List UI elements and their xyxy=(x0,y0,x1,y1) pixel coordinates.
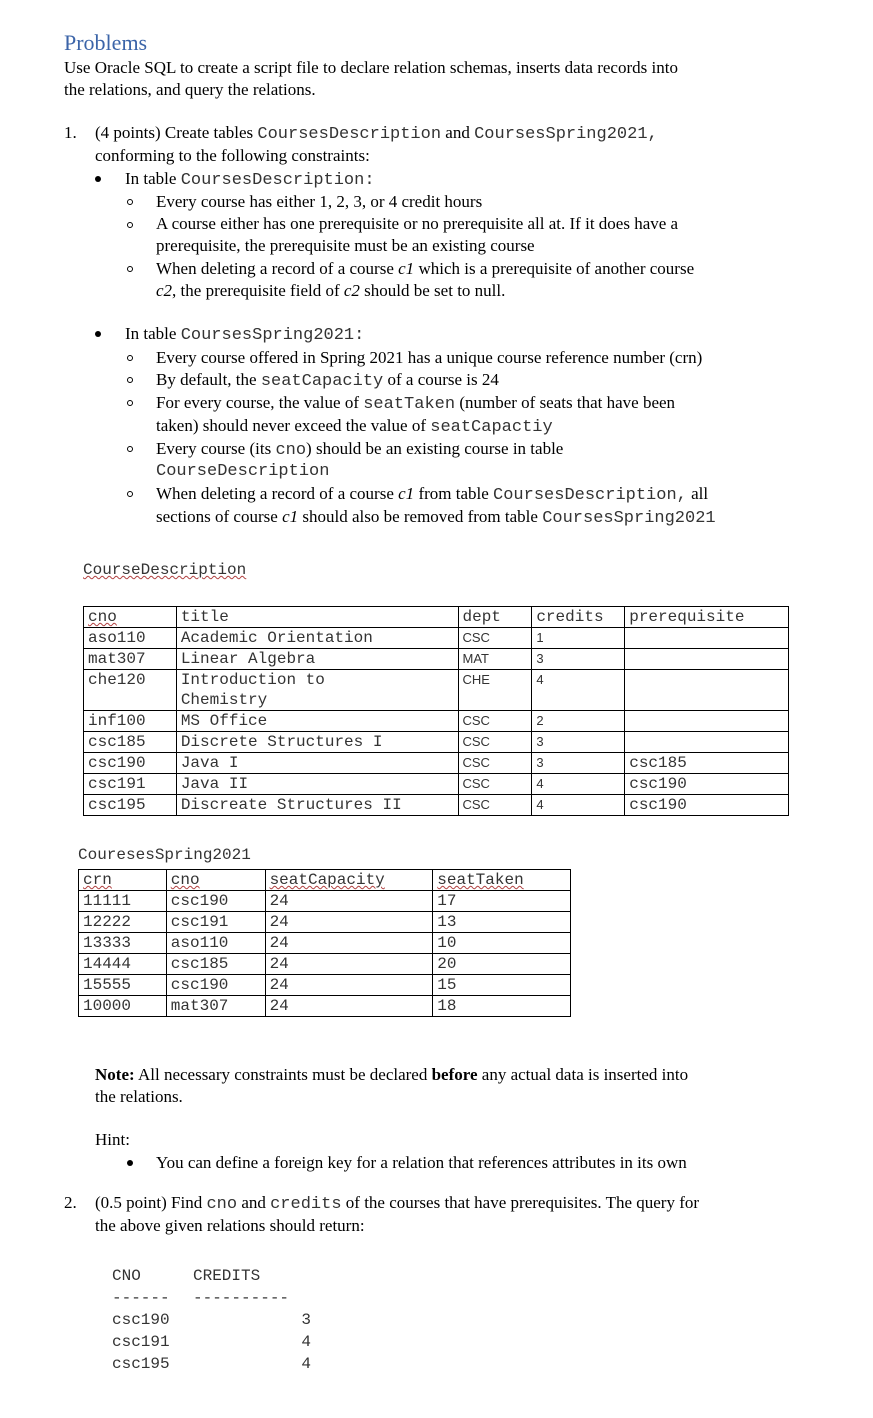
cell-seatcapacity: 24 xyxy=(265,996,433,1017)
q2-and: and xyxy=(241,1193,266,1212)
q1-number: 1. xyxy=(64,123,77,142)
q2-line-1 xyxy=(95,1193,699,1214)
q2-number: 2. xyxy=(64,1193,77,1212)
cell-cno: csc190 xyxy=(84,753,177,774)
b2-item-5-code: CoursesDescription, xyxy=(493,486,687,505)
table-row xyxy=(79,891,571,912)
result-cno: csc191 xyxy=(112,1333,170,1351)
q1-line-1 xyxy=(95,123,658,144)
cell-credits: 4 xyxy=(532,774,625,795)
cell-credits: 3 xyxy=(532,753,625,774)
col-header-crn: crn xyxy=(83,871,112,889)
table-header-row xyxy=(79,870,571,891)
b2-item-5-c1: c1 xyxy=(398,484,415,503)
cell-credits: 1 xyxy=(532,628,625,649)
b2-item-5-pre: When deleting a record of a course xyxy=(156,484,394,503)
bullet-icon xyxy=(95,331,101,337)
note-bold: before xyxy=(431,1065,478,1084)
circle-bullet-icon xyxy=(127,446,133,452)
spring-table xyxy=(78,869,571,1017)
b1-item-2: A course either has one prerequisite or no prerequisite all at. If it does have a xyxy=(156,214,679,233)
b2-item-4 xyxy=(156,439,563,460)
b2-item-2 xyxy=(156,370,499,391)
cell-dept: CSC xyxy=(458,753,532,774)
result-sep-2: ---------- xyxy=(193,1289,290,1307)
circle-bullet-icon xyxy=(127,377,133,383)
cell-credits: 4 xyxy=(532,670,625,711)
cell-prerequisite: csc190 xyxy=(625,774,789,795)
result-col-credits: CREDITS xyxy=(193,1267,261,1285)
cell-crn: 13333 xyxy=(79,933,167,954)
cell-cno: csc185 xyxy=(166,954,265,975)
note-text-2: any actual data is inserted into xyxy=(481,1065,689,1084)
b2-item-3-line2-code: seatCapactiy xyxy=(430,418,553,437)
b2-item-5-line-2 xyxy=(156,507,716,528)
bullet1-text xyxy=(125,169,375,190)
cell-cno: csc185 xyxy=(84,732,177,753)
b2-item-3 xyxy=(156,393,675,414)
note-line-2: the relations. xyxy=(95,1087,183,1106)
cell-dept: CSC xyxy=(458,795,532,816)
cell-crn: 14444 xyxy=(79,954,167,975)
bullet2-prefix: In table xyxy=(125,324,177,343)
table-row xyxy=(84,795,789,816)
b1-item-3-line-2 xyxy=(156,281,505,301)
cell-prerequisite: csc190 xyxy=(625,795,789,816)
spring-title: CouresesSpring2021 xyxy=(78,846,251,864)
cell-dept: MAT xyxy=(458,649,532,670)
table-row xyxy=(79,975,571,996)
q2-code-1: cno xyxy=(206,1195,238,1214)
cell-crn: 10000 xyxy=(79,996,167,1017)
cell-prerequisite: csc185 xyxy=(625,753,789,774)
circle-bullet-icon xyxy=(127,199,133,205)
cell-title-line-2: Chemistry xyxy=(180,691,268,709)
cell-dept: CSC xyxy=(458,711,532,732)
table-row xyxy=(84,628,789,649)
col-header-title: title xyxy=(176,607,458,628)
q1-points: (4 points) Create tables xyxy=(95,123,254,142)
b2-item-5-line2-pre: sections of course xyxy=(156,507,278,526)
cell-crn: 15555 xyxy=(79,975,167,996)
cell-credits: 3 xyxy=(532,732,625,753)
cell-crn: 11111 xyxy=(79,891,167,912)
table-row xyxy=(84,649,789,670)
col-header-cno: cno xyxy=(88,608,117,626)
result-credits: 4 xyxy=(301,1333,311,1351)
cell-title: Discreate Structures II xyxy=(176,795,458,816)
intro-line-1: Use Oracle SQL to create a script file to declare relation schemas, inserts data records into xyxy=(64,58,678,77)
cell-title: MS Office xyxy=(176,711,458,732)
b1-item-3-post: which is a prerequisite of another course xyxy=(418,259,695,278)
b2-item-4-pre: Every course (its xyxy=(156,439,272,458)
intro-line-2: the relations, and query the relations. xyxy=(64,80,316,99)
q1-line-2: conforming to the following constraints: xyxy=(95,146,370,165)
cell-dept: CSC xyxy=(458,628,532,649)
b2-item-3-pre: For every course, the value of xyxy=(156,393,359,412)
cell-cno: csc191 xyxy=(84,774,177,795)
course-desc-title: CourseDescription xyxy=(83,561,247,579)
cell-cno: csc195 xyxy=(84,795,177,816)
table-row xyxy=(79,912,571,933)
b2-item-3-line-2 xyxy=(156,416,553,437)
cell-seattaken: 18 xyxy=(433,996,571,1017)
cell-cno: mat307 xyxy=(84,649,177,670)
course-desc-table xyxy=(83,606,789,816)
b2-item-5-mid: from table xyxy=(418,484,489,503)
cell-crn: 12222 xyxy=(79,912,167,933)
cell-credits: 3 xyxy=(532,649,625,670)
b1-item-2-line-2: prerequisite, the prerequisite must be an existing course xyxy=(156,236,535,255)
cell-title: Java I xyxy=(176,753,458,774)
q2-code-2: credits xyxy=(270,1195,342,1214)
b2-item-5-post: all xyxy=(691,484,709,503)
cell-seatcapacity: 24 xyxy=(265,912,433,933)
col-header-credits: credits xyxy=(532,607,625,628)
col-header-seatcapacity: seatCapacity xyxy=(269,871,385,889)
cell-title: Linear Algebra xyxy=(176,649,458,670)
cell-cno: csc191 xyxy=(166,912,265,933)
cell-cno: mat307 xyxy=(166,996,265,1017)
result-credits: 3 xyxy=(301,1311,311,1329)
b1-item-3-c2b: c2 xyxy=(343,281,360,300)
b2-item-4-code: cno xyxy=(275,441,307,460)
b2-item-2-post: of a course is 24 xyxy=(387,370,499,389)
col-header-prerequisite: prerequisite xyxy=(625,607,789,628)
table-row xyxy=(84,670,789,711)
result-cno: csc190 xyxy=(112,1311,170,1329)
q2-line-2: the above given relations should return: xyxy=(95,1216,365,1235)
circle-bullet-icon xyxy=(127,400,133,406)
b2-item-2-code: seatCapacity xyxy=(260,372,384,391)
cell-seatcapacity: 24 xyxy=(265,891,433,912)
table-row xyxy=(84,711,789,732)
b1-item-1: Every course has either 1, 2, 3, or 4 credit hours xyxy=(156,192,483,211)
cell-dept: CHE xyxy=(458,670,532,711)
cell-seatcapacity: 24 xyxy=(265,933,433,954)
cell-prerequisite xyxy=(625,628,789,649)
bullet-icon xyxy=(95,176,101,182)
cell-cno: aso110 xyxy=(166,933,265,954)
note-label: Note: xyxy=(95,1065,135,1084)
cell-cno: csc190 xyxy=(166,891,265,912)
b2-item-5-line2-mid: should also be removed from table xyxy=(302,507,538,526)
cell-seattaken: 10 xyxy=(433,933,571,954)
circle-bullet-icon xyxy=(127,491,133,497)
b1-item-3-c1: c1 xyxy=(398,259,415,278)
cell-title-line-1: Introduction to xyxy=(180,671,325,689)
cell-credits: 4 xyxy=(532,795,625,816)
b1-item-3-pre: When deleting a record of a course xyxy=(156,259,394,278)
cell-cno: inf100 xyxy=(84,711,177,732)
cell-seattaken: 15 xyxy=(433,975,571,996)
b1-item-3 xyxy=(156,259,694,279)
b1-item-3-end: should be set to null. xyxy=(364,281,506,300)
b2-item-5-line2-c1: c1 xyxy=(282,507,299,526)
cell-prerequisite xyxy=(625,670,789,711)
bullet2-text xyxy=(125,324,364,345)
b2-item-3-post: (number of seats that have been xyxy=(459,393,676,412)
hint-label: Hint: xyxy=(95,1130,130,1149)
table-row xyxy=(84,753,789,774)
cell-title xyxy=(176,670,458,711)
cell-title: Academic Orientation xyxy=(176,628,458,649)
result-sep-1: ------ xyxy=(112,1289,170,1307)
cell-prerequisite xyxy=(625,649,789,670)
table-header-row xyxy=(84,607,789,628)
circle-bullet-icon xyxy=(127,355,133,361)
q2-post: of the courses that have prerequisites. The query for xyxy=(345,1193,700,1212)
cell-cno: aso110 xyxy=(84,628,177,649)
q1-and: and xyxy=(445,123,470,142)
b2-item-2-pre: By default, the xyxy=(156,370,257,389)
note-text-1: All necessary constraints must be declared xyxy=(137,1065,428,1084)
bullet1-prefix: In table xyxy=(125,169,177,188)
bullet2-table: CoursesSpring2021: xyxy=(180,326,365,345)
result-col-cno: CNO xyxy=(112,1267,141,1285)
table-row xyxy=(79,996,571,1017)
cell-cno: csc190 xyxy=(166,975,265,996)
cell-cno: che120 xyxy=(84,670,177,711)
cell-prerequisite xyxy=(625,711,789,732)
bullet-icon xyxy=(127,1160,133,1166)
result-cno: csc195 xyxy=(112,1355,170,1373)
cell-seattaken: 17 xyxy=(433,891,571,912)
cell-seattaken: 13 xyxy=(433,912,571,933)
b2-item-5-line2-code: CoursesSpring2021 xyxy=(542,509,716,528)
cell-dept: CSC xyxy=(458,732,532,753)
b2-item-3-line2-pre: taken) should never exceed the value of xyxy=(156,416,426,435)
q2-pre: (0.5 point) Find xyxy=(95,1193,203,1212)
b2-item-1: Every course offered in Spring 2021 has a unique course reference number (crn) xyxy=(156,348,703,367)
col-header-dept: dept xyxy=(458,607,532,628)
col-header-seattaken: seatTaken xyxy=(437,871,524,889)
circle-bullet-icon xyxy=(127,266,133,272)
cell-seattaken: 20 xyxy=(433,954,571,975)
hint-item: You can define a foreign key for a relation that references attributes in its own xyxy=(156,1153,687,1172)
bullet1-table: CoursesDescription: xyxy=(180,171,375,190)
b1-item-3-mid: , the prerequisite field of xyxy=(172,281,340,300)
cell-seatcapacity: 24 xyxy=(265,975,433,996)
cell-title: Java II xyxy=(176,774,458,795)
result-credits: 4 xyxy=(301,1355,311,1373)
page-title: Problems xyxy=(64,30,148,55)
circle-bullet-icon xyxy=(127,222,133,228)
table-row xyxy=(79,933,571,954)
b2-item-4-post: ) should be an existing course in table xyxy=(306,439,564,458)
table-row xyxy=(84,732,789,753)
q1-table1: CoursesDescription xyxy=(257,125,442,144)
q1-table2: CoursesSpring2021, xyxy=(474,125,658,144)
b2-item-4-line-2: CourseDescription xyxy=(156,462,330,481)
b2-item-5 xyxy=(156,484,708,505)
table-row xyxy=(84,774,789,795)
cell-prerequisite xyxy=(625,732,789,753)
cell-title: Discrete Structures I xyxy=(176,732,458,753)
b2-item-3-code: seatTaken xyxy=(363,395,456,414)
cell-seatcapacity: 24 xyxy=(265,954,433,975)
b1-item-3-c2: c2 xyxy=(156,281,173,300)
col-header-cno: cno xyxy=(170,871,200,889)
note-line-1 xyxy=(95,1065,688,1085)
cell-dept: CSC xyxy=(458,774,532,795)
cell-credits: 2 xyxy=(532,711,625,732)
table-row xyxy=(79,954,571,975)
